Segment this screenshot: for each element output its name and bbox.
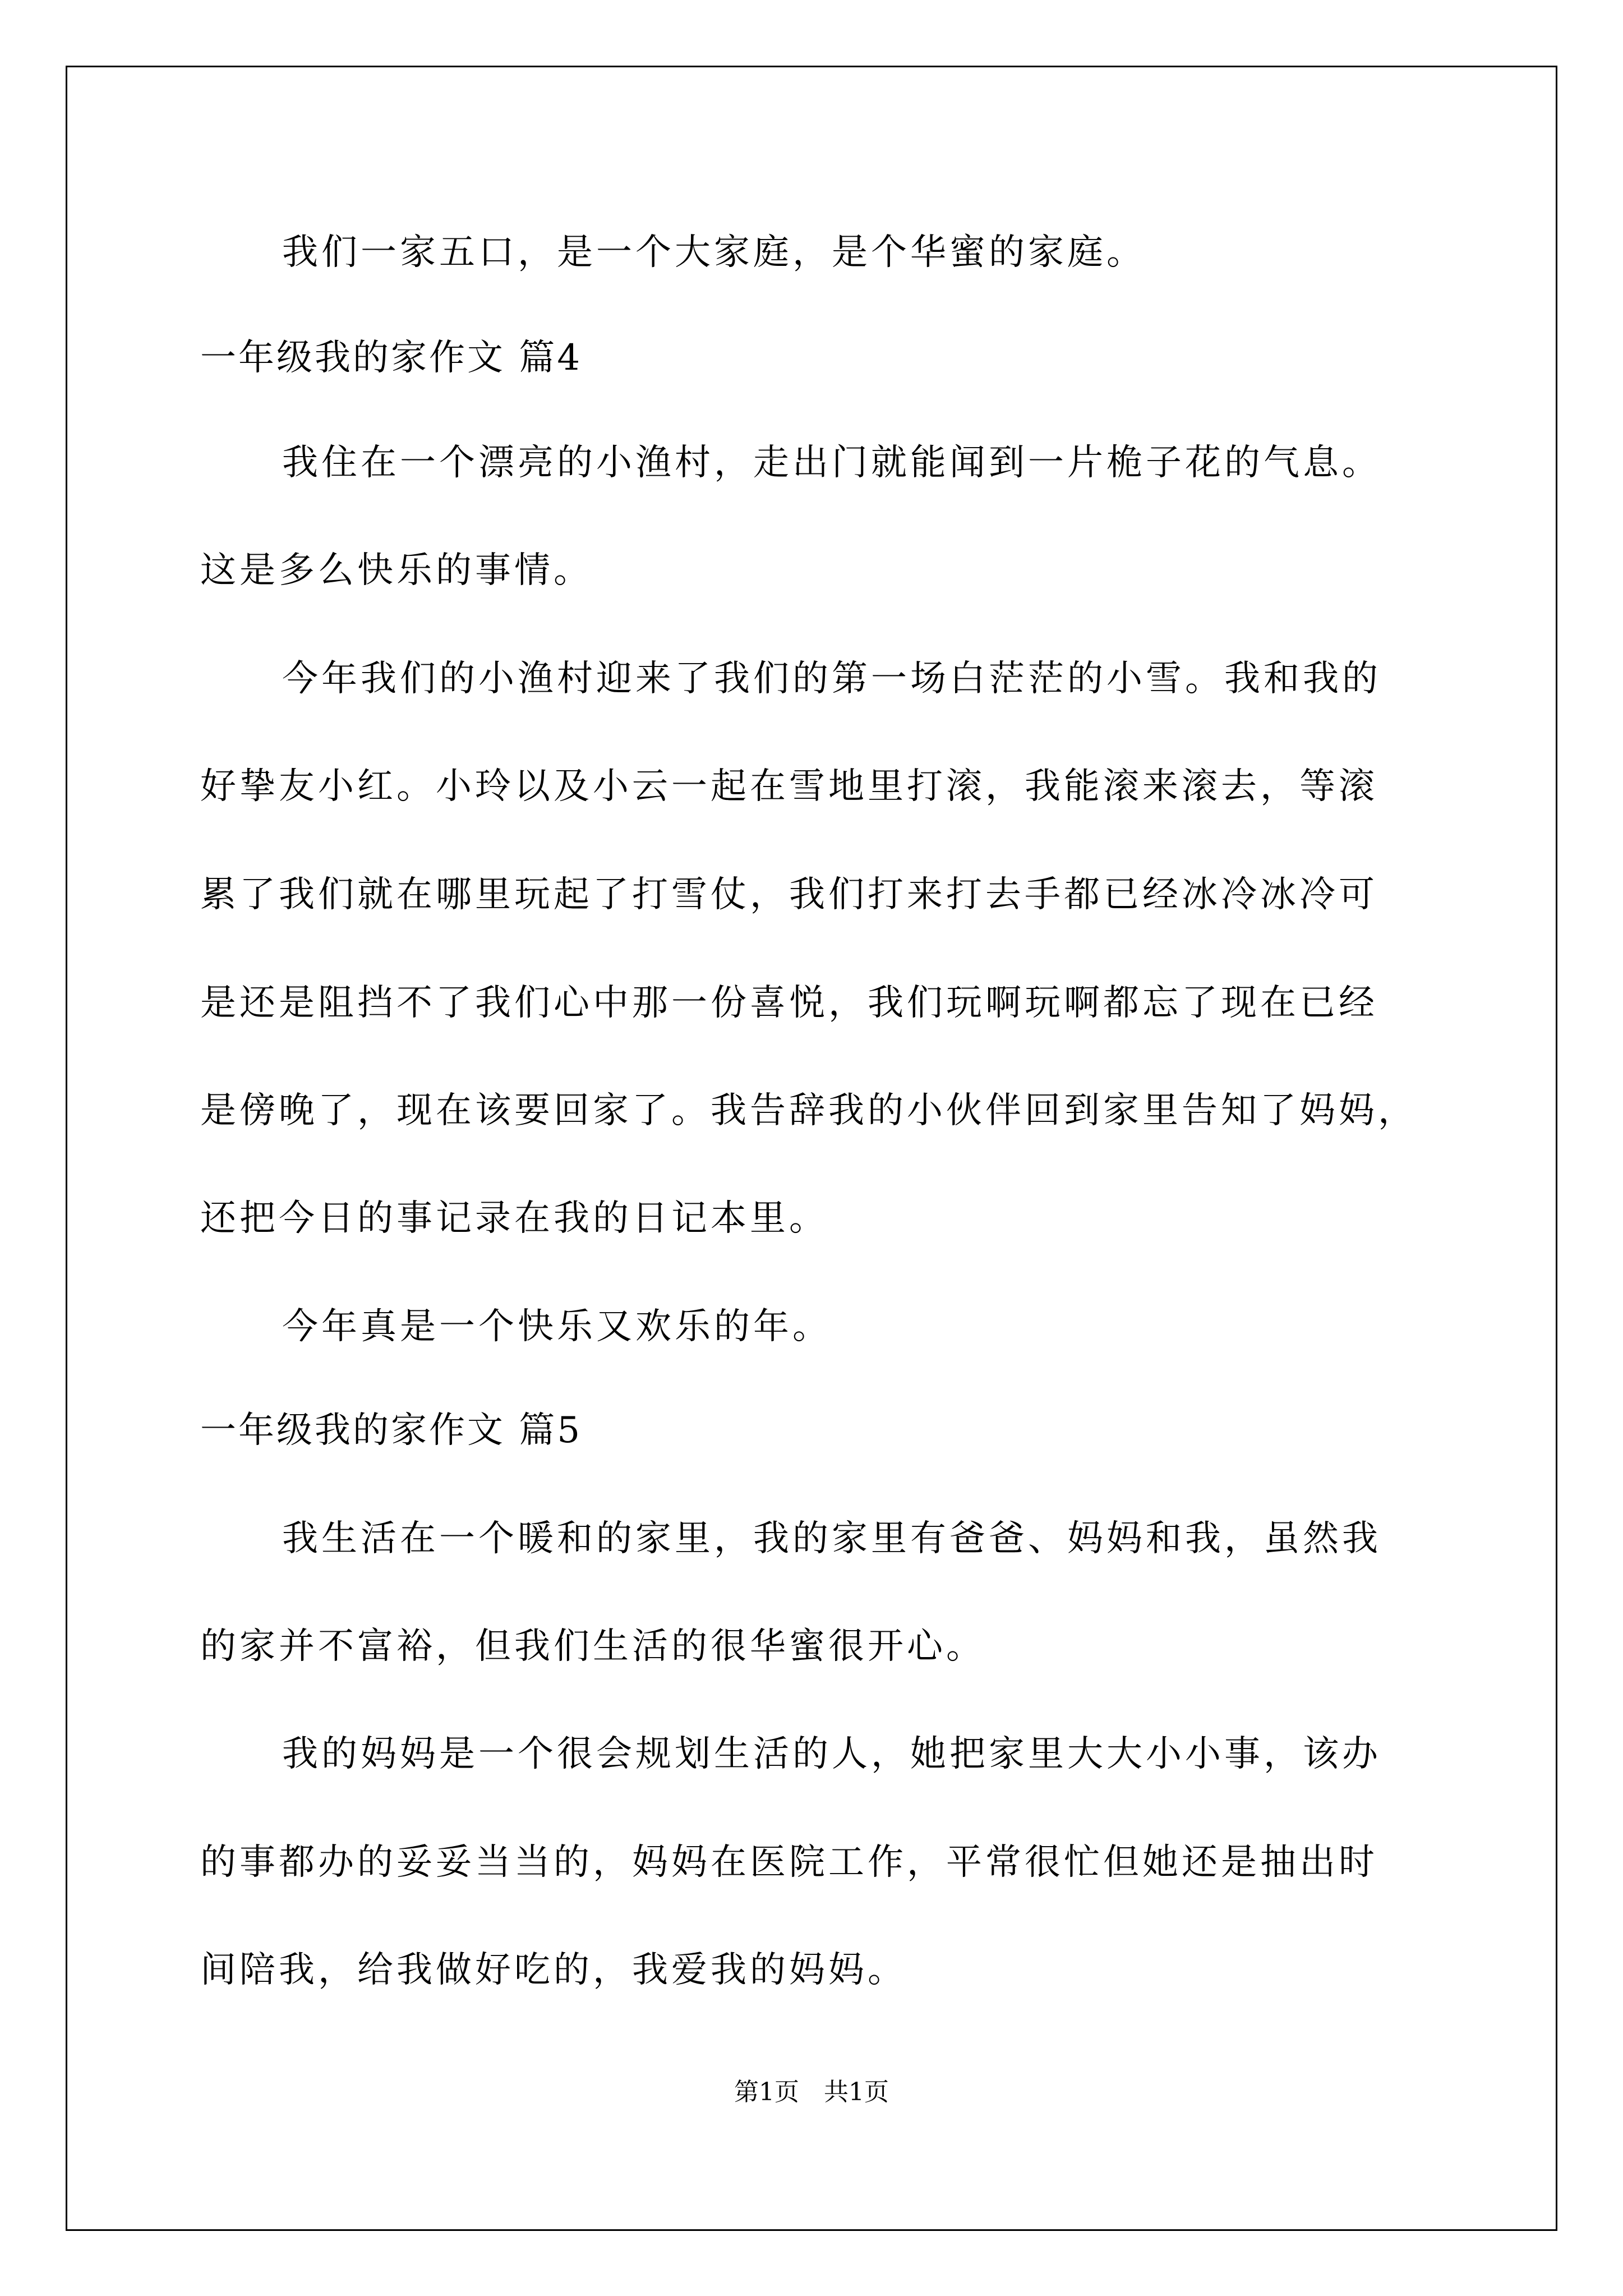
paragraph-line: 的事都办的妥妥当当的，妈妈在医院工作，平常很忙但她还是抽出时	[200, 1842, 1378, 1883]
paragraph-line: 还把今日的事记录在我的日记本里。	[200, 1198, 828, 1239]
paragraph-line: 好挚友小红。小玲以及小云一起在雪地里打滚，我能滚来滚去，等滚	[200, 766, 1378, 807]
paragraph-line: 我住在一个漂亮的小渔村，走出门就能闻到一片桅子花的气息。	[282, 442, 1381, 484]
paragraph-line: 我生活在一个暖和的家里，我的家里有爸爸、妈妈和我，虽然我	[282, 1518, 1381, 1559]
paragraph-line: 是傍晚了，现在该要回家了。我告辞我的小伙伴回到家里告知了妈妈，	[200, 1090, 1417, 1131]
paragraph-line: 是还是阻挡不了我们心中那一份喜悦，我们玩啊玩啊都忘了现在已经	[200, 982, 1378, 1024]
paragraph-line: 这是多么快乐的事情。	[200, 550, 593, 591]
paragraph-line: 累了我们就在哪里玩起了打雪仗，我们打来打去手都已经冰冷冰冷可	[200, 874, 1378, 915]
section-heading: 一年级我的家作文 篇5	[200, 1410, 583, 1451]
section-heading: 一年级我的家作文 篇4	[200, 337, 583, 379]
paragraph-line: 今年真是一个快乐又欢乐的年。	[282, 1306, 832, 1347]
paragraph-line: 我的妈妈是一个很会规划生活的人，她把家里大大小小事，该办	[282, 1733, 1381, 1775]
paragraph-line: 的家并不富裕，但我们生活的很华蜜很开心。	[200, 1626, 985, 1667]
paragraph-line: 今年我们的小渔村迎来了我们的第一场白茫茫的小雪。我和我的	[282, 658, 1381, 700]
paragraph-line: 间陪我，给我做好吃的，我爱我的妈妈。	[200, 1949, 907, 1991]
paragraph-line: 我们一家五口，是一个大家庭，是个华蜜的家庭。	[282, 232, 1146, 273]
page-border	[66, 66, 1557, 2231]
page-number: 第1页 共1页	[734, 2078, 889, 2106]
